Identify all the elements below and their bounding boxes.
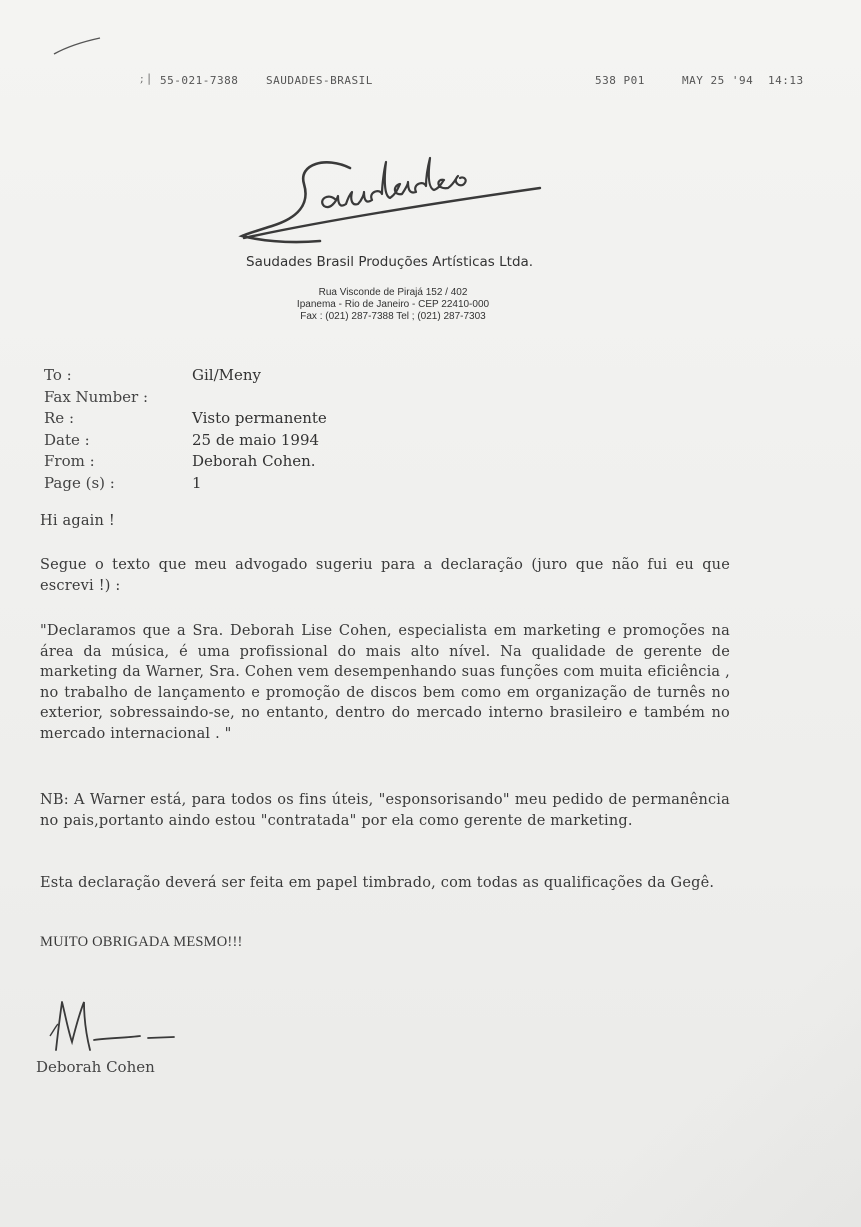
pages-value: 1	[192, 473, 202, 492]
fax-cover-fields	[44, 366, 544, 495]
fax-transmission-header	[160, 74, 820, 90]
address-line: Ipanema - Rio de Janeiro - CEP 22410-000	[296, 299, 490, 310]
date-label: Date :	[44, 430, 90, 449]
signer-name: Deborah Cohen	[36, 1058, 155, 1076]
fax-header-date: MAY 25 '94	[682, 74, 754, 87]
fax-header-phone: 55-021-7388	[160, 74, 239, 87]
fax-edge-marks: ; |	[140, 72, 151, 85]
meta-row-date	[44, 431, 544, 453]
re-value: Visto permanente	[192, 409, 327, 427]
meta-row-pages	[44, 474, 544, 496]
meta-row-to	[44, 366, 544, 388]
saudades-logo	[238, 148, 548, 252]
re-label: Re :	[44, 409, 74, 427]
pages-label: Page (s) :	[44, 473, 115, 492]
fax-header-sender: SAUDADES-BRASIL	[266, 74, 373, 87]
from-value: Deborah Cohen.	[192, 452, 316, 470]
quoted-declaration: "Declaramos que a Sra. Deborah Lise Cohen, especialista em marketing e promoções na área da música, é uma profissional do mais alto nível. Na qualidade de gerente de marketing da Warner, Sra. Cohen vem desempenhando suas funções com muita eficiência , no trabalho de lançamento e promoção de discos bem como em organização de turnês no exterior, sobressaindo-se, no entanto, dentro do mercado interno brasileiro e também no mercado internacional . "	[40, 623, 730, 742]
handwritten-signature	[48, 996, 188, 1056]
company-name: Saudades Brasil Produções Artísticas Ltda.	[246, 254, 534, 270]
meta-row-from	[44, 452, 544, 474]
to-value: Gil/Meny	[192, 366, 262, 384]
declaration-paragraph: Esta declaração deverá ser feita em papel timbrado, com todas as qualificações da Gegê.	[40, 875, 715, 891]
fax-header-pages: 538 P01	[595, 74, 645, 87]
company-address	[268, 287, 518, 323]
address-line: Fax : (021) 287-7388 Tel ; (021) 287-7303	[300, 311, 486, 322]
thanks-line: MUITO OBRIGADA MESMO!!!	[40, 934, 243, 950]
to-label: To :	[44, 366, 72, 384]
nb-paragraph: NB: A Warner está, para todos os fins úteis, "esponsorisando" meu pedido de permanência no pais,portanto aindo estou "contratada" por ela como gerente de marketing.	[40, 792, 730, 829]
paper-shading	[541, 947, 861, 1227]
greeting: Hi again !	[40, 513, 115, 529]
fax-number-label: Fax Number :	[44, 387, 149, 406]
fax-header-time: 14:13	[768, 74, 804, 87]
meta-row-fax	[44, 388, 544, 410]
intro-paragraph: Segue o texto que meu advogado sugeriu para a declaração (juro que não fui eu que escrevi !) :	[40, 557, 730, 594]
address-line: Rua Visconde de Pirajá 152 / 402	[318, 287, 468, 298]
meta-row-re	[44, 409, 544, 431]
date-value: 25 de maio 1994	[192, 430, 320, 449]
from-label: From :	[44, 452, 95, 470]
pen-stroke-mark	[52, 30, 104, 60]
